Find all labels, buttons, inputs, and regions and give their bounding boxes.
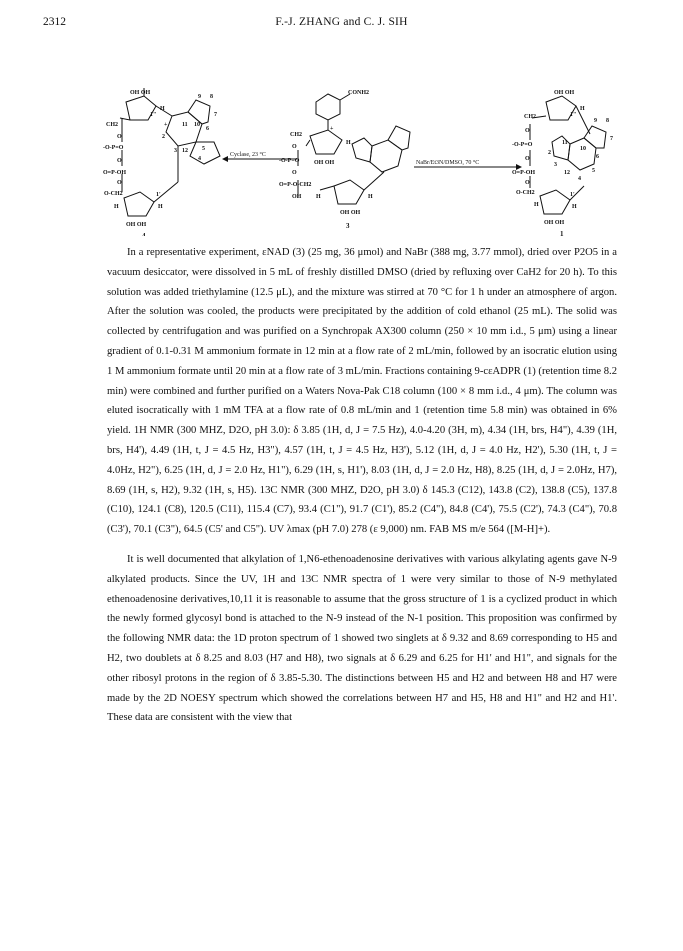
middle-base-ring — [370, 140, 402, 172]
right-o-p-oh: O=P-OH — [512, 170, 536, 176]
middle-plus: + — [330, 126, 334, 132]
right-num-10: 10 — [580, 146, 586, 152]
right-num-1pp: 1" — [570, 112, 577, 118]
left-num-7: 7 — [214, 112, 217, 118]
left-num-9: 9 — [198, 94, 201, 100]
right-o-minus-p: -O-P=O — [512, 142, 533, 148]
right-h1: H — [534, 202, 539, 208]
compound-4-label: 4 — [142, 232, 146, 236]
right-ch2-top: CH2 — [524, 114, 536, 120]
right-num-3: 3 — [554, 162, 557, 168]
right-h2: H — [572, 204, 577, 210]
left-num-1pp: 1" — [150, 112, 157, 118]
left-o-minus-p: -O-P=O — [103, 145, 124, 151]
text-line: MS m/e 564 ([M-H]+). — [451, 524, 551, 536]
body-text — [107, 243, 617, 728]
left-num-11: 11 — [182, 122, 188, 128]
middle-o-minus-p: -O-P=O — [279, 158, 300, 164]
text-line: MHZ, D2O, pH 3.0): δ 3.85 (1H, d, J = 7.5 Hz), 4.0-4.20 (3H, m), 4.34 (1H, brs, H4"), 4.39 (1H, brs, H4'), — [107, 425, 617, 456]
left-num-3: 3 — [174, 148, 177, 154]
text-line: for 20 h). To this solution was added triethylamine (12.5 μL), and the mixture was stirred at 70 °C for 1 h — [107, 266, 617, 298]
middle-etheno-ring — [352, 138, 372, 162]
text-line: P2O5 in a vacuum desiccator, were dissolved in 5 mL of freshly distilled DMSO (dried by refluxing over CaH2 — [107, 247, 617, 278]
left-ch2-top: CH2 — [106, 122, 118, 128]
compound-3-label: 3 — [346, 222, 350, 230]
reaction-scheme-svg — [84, 86, 624, 236]
cyclase-label: Cyclase, 23 °C — [230, 152, 266, 158]
nicotinamide-ring — [316, 94, 340, 120]
text-line: on a Waters Nova-Pak C18 column (100 × 8 mm i.d., 4 μm). The column was eluted isocratically with 1 mM — [107, 385, 617, 417]
text-line: 4.0Hz, H2"), 6.25 (1H, d, J = 2.0 Hz, H1"), 6.29 (1H, s, H1'), 8.03 (1H, d, J = 2.0 Hz, H8), 8.25 (1H, d, J = — [107, 464, 564, 476]
text-line: product in which the newly formed glycosyl bond is attached to the N-9 instead of the N-1 position. This — [107, 593, 617, 625]
text-line: methylated ethenoadenosine derivatives,10,11 it is reasonable to assume that the gross structure of 1 is a cyclized — [107, 573, 618, 605]
text-line: δ 6.29 and 6.25 for H1' and H1", and signals for the other ribosyl protons in the region of δ 3.85-5.30. The — [107, 652, 617, 684]
left-num-8: 8 — [210, 94, 213, 100]
middle-h1: H — [316, 194, 321, 200]
left-num-1p: 1' — [156, 192, 161, 198]
text-line: proposition was confirmed by the following NMR data: the 1D proton spectrum of 1 showed two singlets at — [107, 613, 617, 645]
running-head: F.-J. ZHANG and C. J. SIH — [275, 16, 408, 28]
left-num-12: 12 — [182, 148, 188, 154]
right-num-4: 4 — [578, 176, 581, 182]
right-num-12: 12 — [564, 170, 570, 176]
middle-oh-oh-bottom: OH OH — [340, 210, 361, 216]
left-oh-oh-bottom: OH OH — [126, 222, 147, 228]
left-h1: H — [114, 204, 119, 210]
text-line: 2.0Hz, H7), 8.69 (1H, s, H2), 9.32 (1H, s, H5). 13C NMR (300 MHZ, D2O, pH 3.0) δ 145.3 (C12), 143.8 (C2), — [107, 464, 617, 496]
left-o-p-oh: O=P-OH — [103, 170, 127, 176]
left-h3: H — [160, 106, 165, 112]
compound-1-label: 1 — [560, 230, 564, 236]
text-line: It is well documented that alkylation of 1,N6-ethenoadenosine derivatives with various alkylating agents — [127, 553, 575, 565]
text-line: TFA at a flow rate of 0.8 mL/min and 1 (retention time 5.8 min) was obtained in 6% yield. 1H NMR (300 — [107, 405, 617, 437]
left-o1: O — [117, 134, 122, 140]
left-o3: O — [117, 180, 122, 186]
right-h3: H — [580, 106, 585, 112]
middle-conh2: CONH2 — [348, 90, 369, 96]
text-line: 4.49 (1H, t, J = 4.5 Hz, H3"), 4.57 (1H, t, J = 4.5 Hz, H3'), 5.12 (1H, d, J = 4.0 Hz, H2'), 5.30 (1H, t, J = — [150, 444, 617, 456]
right-ribose-bottom — [540, 190, 570, 214]
middle-oh-oh-top: OH OH — [314, 160, 335, 166]
text-line: of cold ethanol (25 mL). The solid was collected by centrifugation and was purified on a Synchropak AX300 — [107, 306, 617, 338]
left-base-ring — [166, 112, 202, 146]
text-line: 75.5 (C2'), 74.3 (C4"), 70.8 (C3'), 70.1 (C3"), 64.5 (C5' and C5"). UV λmax (pH 7.0) 278 (ε 9,000) nm. FAB — [107, 504, 617, 536]
text-line: In a representative experiment, εNAD (3) (25 mg, 36 μmol) and NaBr (388 mg, 3.77 mmol), dried over — [127, 247, 571, 258]
right-o1: O — [525, 128, 530, 134]
left-num-4: 4 — [198, 156, 201, 162]
left-etheno-ring — [190, 142, 220, 164]
text-line: under an atmosphere of argon. After the solution was cooled, the products were precipitated by the addition — [107, 286, 617, 318]
right-num-7: 7 — [610, 136, 613, 142]
right-num-2: 2 — [548, 150, 551, 156]
left-oh-oh-top: OH OH — [130, 90, 151, 96]
nabr-label: NaBr/Et3N/DMSO, 70 °C — [416, 160, 480, 166]
text-line: 138.8 (C5), 137.8 (C10), 124.1 (C8), 120.5 (C11), 115.4 (C7), 93.4 (C1"), 91.7 (C1'), 85.2 (C4"), 84.8 (C4'), — [107, 484, 617, 516]
right-o2: O — [525, 156, 530, 162]
right-num-1p: 1' — [570, 192, 575, 198]
left-imidazole — [188, 100, 210, 124]
left-o2: O — [117, 158, 122, 164]
right-oh-oh-top: OH OH — [554, 90, 575, 96]
middle-o2: O — [292, 170, 297, 176]
middle-imidazole — [388, 126, 410, 150]
right-num-9: 9 — [594, 118, 597, 124]
middle-ch2: CH2 — [290, 132, 302, 138]
middle-h3: H — [346, 140, 351, 146]
right-base-ring — [568, 138, 596, 170]
left-num-6: 6 — [206, 126, 209, 132]
left-h2: H — [158, 204, 163, 210]
right-oh-oh-bottom: OH OH — [544, 220, 565, 226]
right-num-8: 8 — [606, 118, 609, 124]
paragraph-2 — [107, 550, 617, 728]
reaction-scheme — [84, 86, 624, 236]
text-line: distinctions between H5 and H2 and between H8 and H7 were made by the 2D NOESY spectrum which showed — [107, 672, 618, 704]
right-num-5: 5 — [592, 168, 595, 174]
paragraph-1 — [107, 243, 617, 540]
left-num-5: 5 — [202, 146, 205, 152]
middle-ribose-top — [310, 130, 342, 154]
left-num-2: 2 — [162, 134, 165, 140]
text-line: δ 9.32 and 8.69 corresponding to H5 and H2, two doublets at δ 8.25 and 8.03 (H7 and H8), two signals at — [107, 633, 617, 664]
right-o3: O — [525, 180, 530, 186]
middle-ribose-bottom — [334, 180, 364, 204]
page-header — [43, 16, 640, 34]
arrowhead-left — [222, 156, 228, 162]
middle-h2: H — [368, 194, 373, 200]
middle-o-p-o-ch2: O=P-O-CH2 — [279, 182, 312, 188]
text-line: gave N-9 alkylated products. Since the UV, 1H and 13C NMR spectra of 1 were very similar to those of N-9 — [107, 553, 617, 585]
left-num-10: 10 — [194, 122, 200, 128]
text-line: of 3 mL/min. Fractions containing 9-cεADPR (1) (retention time 8.2 min) were combined and further purified — [107, 365, 617, 397]
page-number: 2312 — [43, 16, 66, 28]
right-o-ch2: O-CH2 — [516, 190, 535, 196]
left-o-ch2: O-CH2 — [104, 191, 123, 197]
middle-oh: OH — [292, 194, 302, 200]
right-num-6: 6 — [596, 154, 599, 160]
text-line: rate of 2 mL/min, followed by an isocratic elution using 1 M ammonium formate until 20 min at a flow rate — [107, 345, 617, 377]
text-line: the correlations between H7 and H5, H8 and H1" and H2 and H1'. These data are consistent with the view that — [107, 692, 617, 724]
left-ribose-bottom — [124, 192, 154, 216]
right-num-11: 11 — [562, 140, 568, 146]
left-plus: + — [164, 122, 168, 128]
middle-o1: O — [292, 144, 297, 150]
text-line: column (250 × 10 mm i.d., 5 μm) using a linear gradient of 0.1-0.31 M ammonium formate in 12 min at a flow — [107, 326, 617, 357]
